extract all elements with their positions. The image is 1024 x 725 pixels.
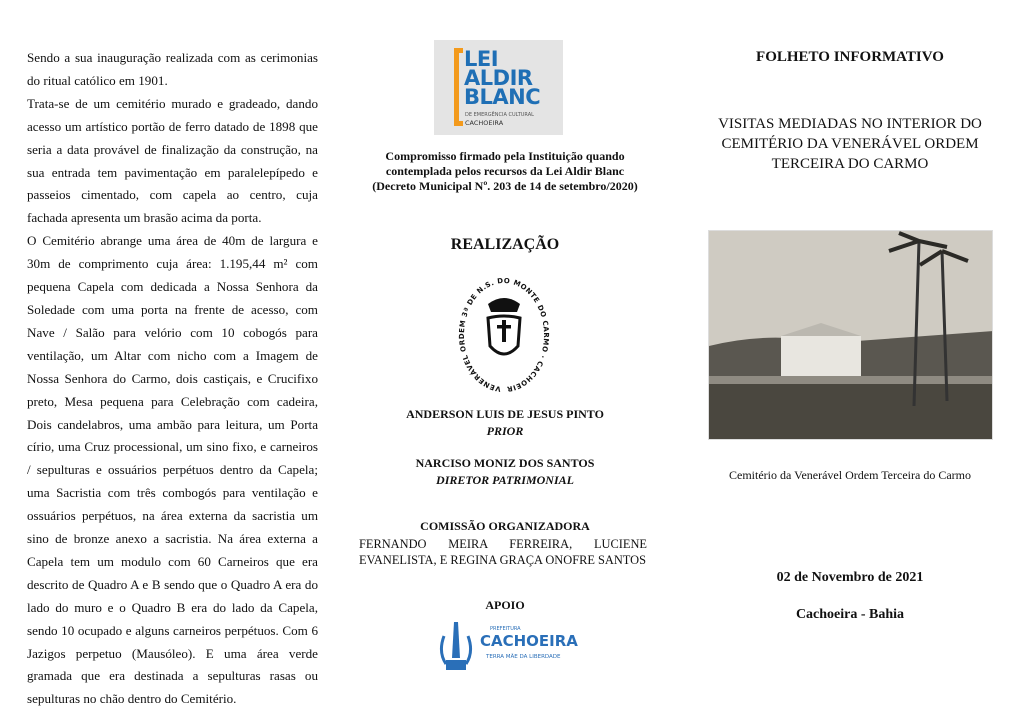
- logo-line: ALDIR: [464, 66, 533, 90]
- logo-bracket: [454, 48, 463, 126]
- apoio-heading: APOIO: [485, 598, 525, 612]
- brochure-subtitle: [690, 114, 1010, 174]
- subtitle-line: VISITAS MEDIADAS NO INTERIOR DO: [718, 116, 982, 132]
- photo-caption: Cemitério da Venerável Ordem Terceira do Carmo: [729, 468, 971, 482]
- logo-sub: DE EMERGÊNCIA CULTURAL: [465, 112, 534, 118]
- logo-city: CACHOEIRA: [465, 119, 504, 127]
- event-place: Cachoeira - Bahia: [795, 607, 905, 622]
- person-director: [355, 455, 655, 489]
- cemetery-photo: [708, 230, 993, 440]
- person-name: NARCISO MONIZ DOS SANTOS: [415, 456, 595, 470]
- subtitle-line: TERCEIRA DO CARMO: [771, 156, 929, 172]
- prefeitura-cachoeira-logo: [438, 618, 578, 676]
- commitment-text: [355, 149, 655, 194]
- apoio-logo-top: PREFEITURA: [490, 626, 521, 632]
- realizacao-heading: REALIZAÇÃO: [450, 236, 560, 253]
- ordem-carmo-seal: [449, 266, 556, 398]
- committee-title: COMISSÃO ORGANIZADORA: [420, 519, 590, 533]
- paragraph-description: Trata-se de um cemitério murado e gradeado, dando acesso um artístico portão de ferro datado de 1898 que seria a data provável de finalização da construção, na sua entrada tem pavimentação em paralelepípedo e passeios cimentado, com capela ao centro, cuja fachada apresenta um brasão acima da porta.: [27, 95, 318, 226]
- subtitle-line: CEMITÉRIO DA VENERÁVEL ORDEM: [721, 136, 979, 152]
- lei-aldir-blanc-logo: [434, 40, 563, 135]
- person-prior: [355, 406, 655, 440]
- logo-words: [464, 47, 541, 109]
- commitment-line: (Decreto Municipal Nº. 203 de 14 de setembro/2020): [372, 179, 638, 193]
- apoio-logo-tagline: TERRA MÃE DA LIBERDADE: [486, 654, 561, 660]
- commitment-line: Compromisso firmado pela Instituição quando: [385, 149, 625, 163]
- committee-members: FERNANDO MEIRA FERREIRA, LUCIENE EVANELISTA, E REGINA GRAÇA ONOFRE SANTOS: [359, 537, 647, 567]
- brochure-title: FOLHETO INFORMATIVO: [756, 49, 944, 65]
- paragraph-inauguration: Sendo a sua inauguração realizada com as cerimonias do ritual católico em 1901.: [27, 50, 318, 88]
- commitment-line: contemplada pelos recursos da Lei Aldir Blanc: [385, 164, 625, 178]
- left-column-text: [27, 47, 318, 711]
- seal-text: VENERÁVEL ORDEM 3ª DE N.S. DO MONTE DO CARMO · CACHOEIRA: [449, 266, 551, 393]
- seal-emblem: [488, 298, 520, 354]
- logo-line: BLANC: [464, 85, 541, 109]
- person-role: PRIOR: [486, 424, 524, 438]
- event-date: 02 de Novembro de 2021: [776, 570, 924, 585]
- paragraph-area: O Cemitério abrange uma área de 40m de largura e 30m de comprimento cuja área: 1.195,44 m² com pequena Capela com dedicada a Nossa Senhora da Soledade com uma porta na frente de acesso, com Nave / Salão para velório com 10 cobogós para ventilação, um Altar com nicho com a Imagem de Nossa Senhora do Carmo, dois castiçais, e Crucifixo preto, Mesa pequena para Celebração com cadeira, Dois candelabros, uma ambão para leitura, um Porta círio, uma Cruz processional, um sino fixo, e carneiros / sepulturas e ossuários perpétuos dentro da Capela; uma Sacristia com três combogós para ventilação e ossuários perpétuos, na área externa da sacristia um sino de bronze anexo a sacristia. Na área externa a Capela tem um modulo com 60 Carneiros que era descrito de Quadro A e B sendo que o Quadro A era do lado do muro e o Quadro B era do lado da Capela, sendo 10 ocupado e alguns carneiros perpétuos. Com 6 Jazigos perpetuo (Mausóleo). E uma área verde gramada que era destinada a sepulturas rasas ou sepulturas no chão dentro do Cemitério.: [27, 233, 318, 707]
- apoio-logo-name: CACHOEIRA: [480, 632, 578, 650]
- person-name: ANDERSON LUIS DE JESUS PINTO: [406, 407, 604, 421]
- logo-line: LEI: [464, 47, 499, 71]
- statue-laurel-icon: [438, 618, 474, 676]
- person-role: DIRETOR PATRIMONIAL: [436, 473, 574, 487]
